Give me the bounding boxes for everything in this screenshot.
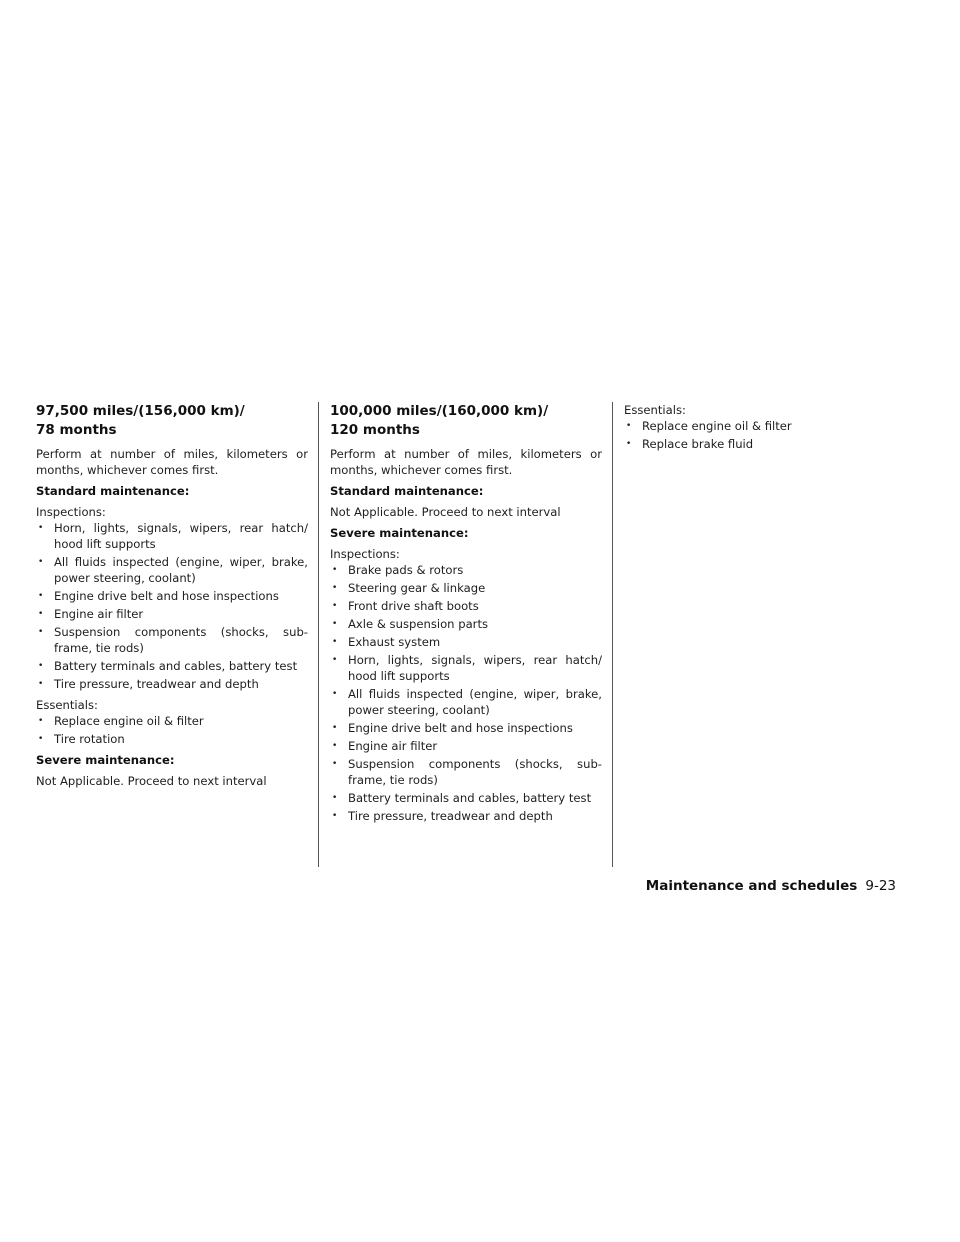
list-item: • Tire rotation — [36, 731, 308, 747]
inspections-label: Inspections: — [36, 505, 106, 519]
list-item: • Engine air filter — [36, 606, 308, 622]
column-97500-miles — [36, 402, 308, 794]
list-item: • Brake pads & rotors — [330, 562, 602, 578]
page-number: 9-23 — [865, 878, 896, 894]
list-item: • Engine air filter — [330, 738, 602, 754]
list-item: • All fluids inspected (engine, wiper, brake, power steering, coolant) — [36, 554, 308, 586]
essentials-list — [36, 713, 308, 747]
list-item: • Suspension components (shocks, sub-frame, tie rods) — [330, 756, 602, 788]
list-item: • Suspension components (shocks, sub-frame, tie rods) — [36, 624, 308, 656]
list-item: • Front drive shaft boots — [330, 598, 602, 614]
list-item: • Battery terminals and cables, battery test — [36, 658, 308, 674]
interval-intro: Perform at number of miles, kilometers or months, whichever comes first. — [330, 447, 602, 477]
column-100000-miles — [330, 402, 602, 829]
inspections-label: Inspections: — [330, 547, 400, 561]
list-item: • Horn, lights, signals, wipers, rear hatch/ hood lift supports — [36, 520, 308, 552]
severe-maintenance-text: Not Applicable. Proceed to next interval — [36, 774, 267, 788]
list-item: • Engine drive belt and hose inspections — [330, 720, 602, 736]
standard-maintenance-label: Standard maintenance: — [36, 484, 190, 498]
list-item: • Replace engine oil & filter — [36, 713, 308, 729]
severe-maintenance-label: Severe maintenance: — [36, 753, 175, 767]
column-divider — [612, 402, 613, 867]
list-item: • Replace brake fluid — [624, 436, 896, 452]
standard-maintenance-label: Standard maintenance: — [330, 484, 484, 498]
list-item: • Horn, lights, signals, wipers, rear hatch/ hood lift supports — [330, 652, 602, 684]
column-continued — [624, 402, 896, 457]
page-footer — [646, 877, 896, 895]
list-item: • Steering gear & linkage — [330, 580, 602, 596]
essentials-list — [624, 418, 896, 452]
inspections-list — [36, 520, 308, 692]
list-item: • Replace engine oil & filter — [624, 418, 896, 434]
inspections-list — [330, 562, 602, 824]
list-item: • All fluids inspected (engine, wiper, brake, power steering, coolant) — [330, 686, 602, 718]
section-title: Maintenance and schedules — [645, 878, 858, 894]
essentials-label: Essentials: — [36, 698, 98, 712]
list-item: • Engine drive belt and hose inspections — [36, 588, 308, 604]
list-item: • Tire pressure, treadwear and depth — [36, 676, 308, 692]
column-divider — [318, 402, 319, 867]
essentials-label: Essentials: — [624, 403, 686, 417]
list-item: • Battery terminals and cables, battery test — [330, 790, 602, 806]
list-item: • Exhaust system — [330, 634, 602, 650]
interval-heading: 100,000 miles/(160,000 km)/ 120 months — [330, 403, 549, 438]
severe-maintenance-label: Severe maintenance: — [330, 526, 469, 540]
list-item: • Axle & suspension parts — [330, 616, 602, 632]
standard-maintenance-text: Not Applicable. Proceed to next interval — [330, 505, 561, 519]
list-item: • Tire pressure, treadwear and depth — [330, 808, 602, 824]
interval-heading: 97,500 miles/(156,000 km)/ 78 months — [36, 403, 245, 438]
interval-intro: Perform at number of miles, kilometers or months, whichever comes first. — [36, 447, 308, 477]
